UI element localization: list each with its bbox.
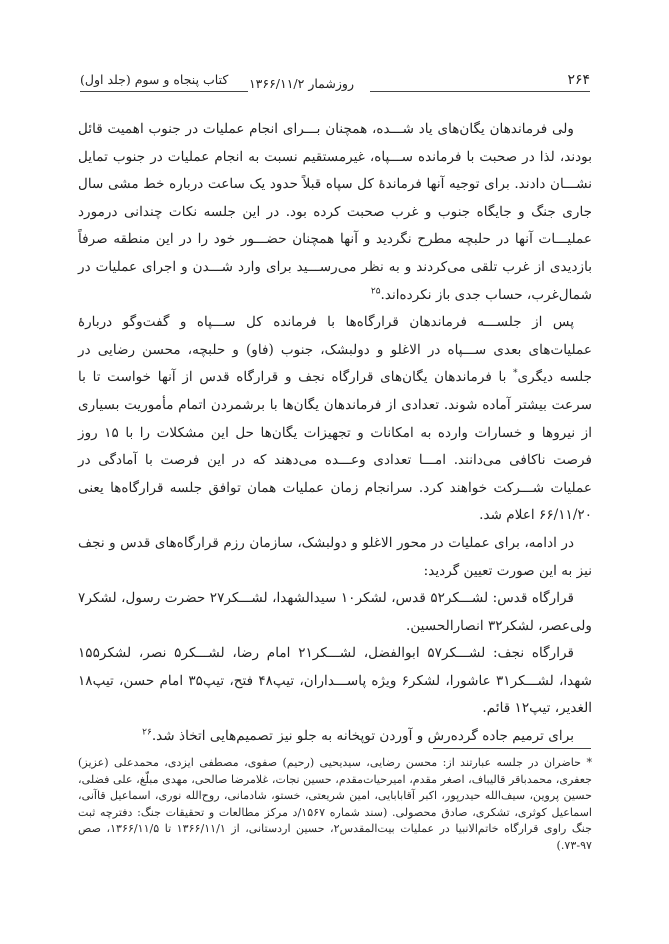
paragraph: ولی فرماندهان یگان‌های یاد شـــده، همچنان بـــرای انجام عملیات در جنوب اهمیت قائل بودند، لذا در صحبت با فرمانده ســـپاه، غیرمستقیم نسبت به انجام عملیات در جنوب تمایل نشـــان دادند. برای توجیه آنها فرماندهٔ کل سپاه قبلاً حدود یک ساعت درباره خط مشی سال جاری جنگ و جایگاه جنوب و غرب صحبت کرده بود. در این جلسه نکات چندانی درمورد عملیـــات آنها در حلبچه مطرح نگردید و آنها همچنان حضـــور خود را در این منطقه صرفاً بازدیدی از غرب تلقی می‌کردند و به نظر می‌رســـید برای وارد شـــدن و اجرای عملیات در شمال‌غرب، حساب جدی باز نکرده‌اند.$^{۲۵}$ bbox=[78, 121, 592, 303]
footnote-text: * حاضران در جلسه عبارتند از: محسن رضایی، سیدیحیی (رحیم) صفوی، مصطفی ایزدی، محمدعلی (عزیز) جعفری، محمدباقر قالیباف، اصغر مقدم، امیرحیات‌مقدم، حسین نجات، غلامرضا صالحی، مهدی مبلّغ، علی فضلی، حسین پروین، سیف‌الله حیدرپور، اکبر آقابابایی، امین شریعتی، خستو، شادمانی، روح‌الله نوری، اسماعیل قاآنی، اسماعیل کوثری، تشکری، صادق محصولی. (سند شماره ۱۵۶۷/د مرکز مطالعات و تحقیقات جنگ: دفترچه ثبت جنگ راوی قرارگاه خاتم‌الانبیا در عملیات بیت‌المقدس۲، حسین اردستانی، از ۱۳۶۶/۱۱/۱ تا ۱۳۶۶/۱۱/۵، صص ۹۷-۷۳.) bbox=[78, 756, 592, 852]
header-date: روزشمار ۱۳۶۶/۱۱/۲ bbox=[248, 76, 354, 91]
paragraph: قرارگاه قدس: لشـــکر۵۲ قدس، لشکر۱۰ سیدالشهدا، لشـــکر۲۷ حضرت رسول، لشکر۷ ولی‌عصر، لشکر۳۲ انصارالحسین. bbox=[78, 590, 592, 634]
paragraph: در ادامه، برای عملیات در محور الاغلو و دولبشک، سازمان رزم قرارگاه‌های قدس و نجف نیز به این صورت تعیین گردید: bbox=[78, 534, 592, 579]
paragraph: برای ترمیم جاده گرده‌رش و آوردن توپخانه به جلو نیز تصمیم‌هایی اتخاذ شد.$^{۲۶}$ bbox=[142, 727, 574, 745]
paragraph: قرارگاه نجف: لشـــکر۵۷ ابوالفضل، لشـــکر۲۱ امام رضا، لشـــکر۵ نصر، لشکر۱۵۵ شهدا، لشـــکر۳۱ عاشورا، لشکر۶ ویژه پاســـداران، تیپ۴۸ فتح، تیپ۳۵ امام حسن، تیپ۱۸ الغدیر، تیپ۱۲ قائم. bbox=[78, 645, 592, 717]
running-header bbox=[80, 72, 590, 94]
header-rule-left bbox=[80, 91, 248, 92]
header-rule-right bbox=[370, 91, 590, 92]
header-book-title: کتاب پنجاه و سوم (جلد اول) bbox=[80, 72, 229, 87]
footnote-rule bbox=[433, 748, 591, 749]
footnote-ref: * bbox=[513, 368, 518, 379]
footnote-ref: ۲۵ bbox=[370, 286, 381, 297]
paragraph: پس از جلســـه فرماندهان قرارگاه‌ها با فرمانده کل ســـپاه و گفت‌وگو دربارهٔ عملیات‌های بعدی ســـپاه در الاغلو و دولبشک، جنوب (فاو) و حلبچه، محسن رضایی در جلسه دیگری* با فرماندهان یگان‌های قرارگاه نجف و قرارگاه قدس از آنها خواست تا با سرعت بیشتر آماده شوند. تعدادی از فرماندهان یگان‌ها با برشمردن اتمام مأموریت بسیاری از نیروها و خسارات وارده به امکانات و تجهیزات یگان‌ها حل این مشکلات را با ۱۵ روز فرصت ناکافی می‌دانند. امـــا تعدادی وعـــده می‌دهند که در این فرصت با آمادگی در عملیات شـــرکت خواهند کرد. سرانجام زمان عملیات همان توافق جلسه قرارگاه‌ها یعنی ۶۶/۱۱/۲۰ اعلام شد. bbox=[78, 314, 592, 524]
page-number: ۲۶۴ bbox=[567, 72, 590, 88]
body-text bbox=[78, 116, 592, 751]
footnote-ref: ۲۶ bbox=[142, 727, 152, 738]
footnote bbox=[78, 755, 592, 854]
